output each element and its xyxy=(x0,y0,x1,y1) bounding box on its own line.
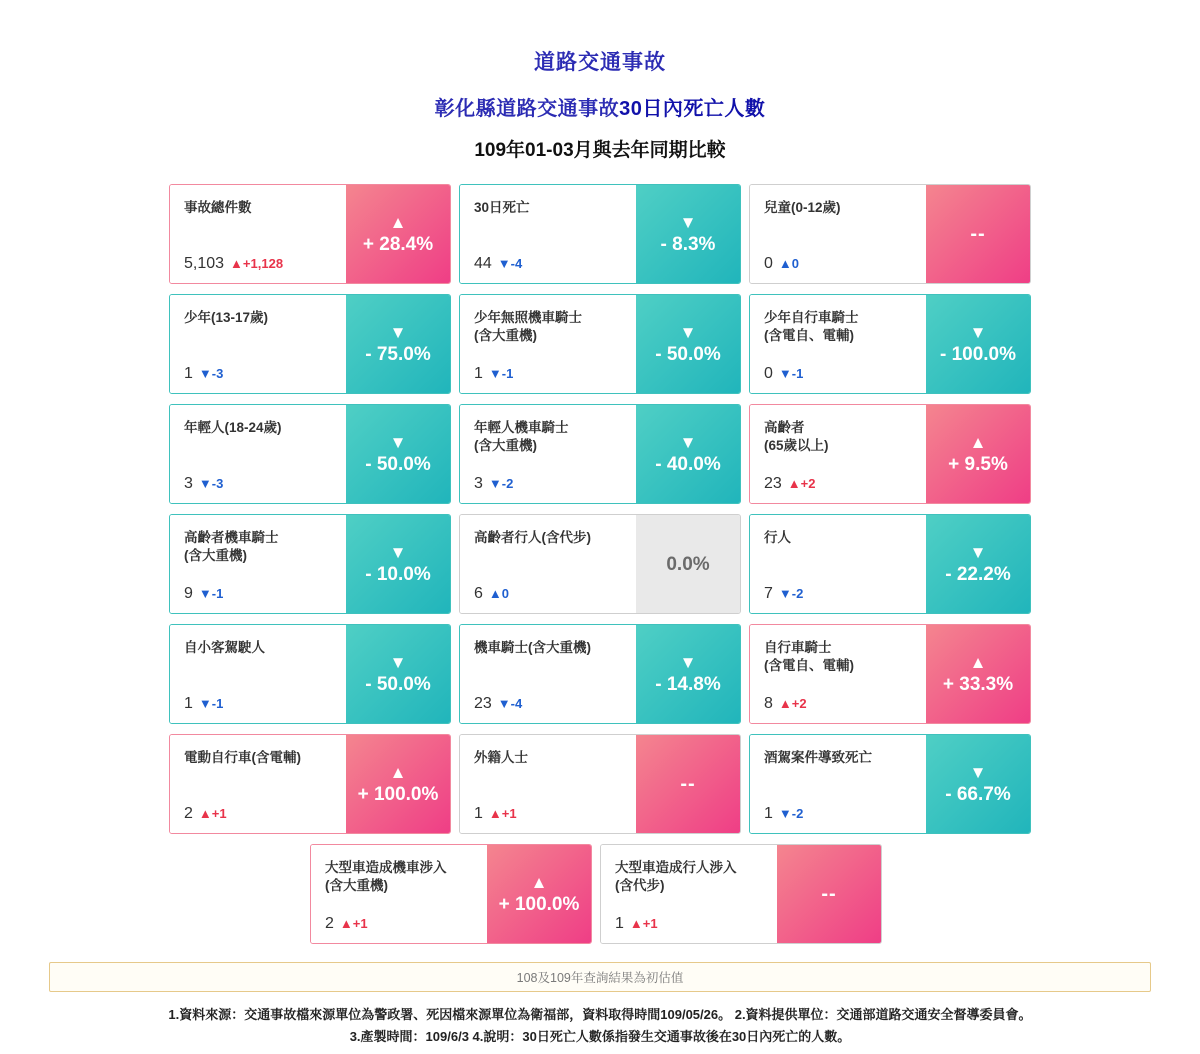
metric-label: 大型車造成行人涉入 xyxy=(615,860,737,875)
metric-change-percent: + 33.3% xyxy=(942,674,1014,695)
panel-triangle-down-icon: ▼ xyxy=(389,433,407,452)
metric-value: 23 xyxy=(764,475,782,492)
triangle-up-icon: ▲ xyxy=(629,916,643,931)
metric-card-info xyxy=(170,515,346,613)
metric-change-percent: + 100.0% xyxy=(357,784,439,805)
metric-delta xyxy=(498,256,522,271)
metric-change-percent: - 14.8% xyxy=(655,674,721,695)
metric-value-row xyxy=(615,915,767,933)
metric-change-na: -- xyxy=(970,222,986,245)
metric-value: 5,103 xyxy=(184,255,225,272)
triangle-up-icon: ▲ xyxy=(778,256,792,271)
metric-delta xyxy=(779,696,807,711)
metric-delta xyxy=(199,586,223,601)
metric-label: 大型車造成機車涉入 xyxy=(325,860,447,875)
metric-value: 3 xyxy=(474,475,483,492)
metric-card-info xyxy=(311,845,487,943)
metric-value: 44 xyxy=(474,255,492,272)
metric-card-info xyxy=(750,185,926,283)
metric-delta-value: -3 xyxy=(211,366,224,381)
footer-notes xyxy=(30,1004,1170,1048)
metric-change-panel xyxy=(636,185,740,283)
metric-card[interactable] xyxy=(459,184,741,284)
panel-triangle-down-icon: ▼ xyxy=(389,323,407,342)
metric-label: 機車騎士(含大重機) xyxy=(474,640,591,655)
triangle-down-icon: ▼ xyxy=(198,366,212,381)
metric-delta xyxy=(199,696,223,711)
metric-label-sub: (含大重機) xyxy=(325,878,388,894)
metric-card[interactable] xyxy=(749,624,1031,724)
metric-card[interactable] xyxy=(749,404,1031,504)
metric-change-percent: + 28.4% xyxy=(362,234,434,255)
estimate-note: 108及109年查詢結果為初估值 xyxy=(49,962,1151,992)
metric-delta xyxy=(630,916,658,931)
metric-value: 9 xyxy=(184,585,193,602)
panel-triangle-down-icon: ▼ xyxy=(679,323,697,342)
metric-card-info xyxy=(750,515,926,613)
metric-value-row xyxy=(184,805,336,823)
metric-card[interactable] xyxy=(749,514,1031,614)
metric-card-info xyxy=(460,295,636,393)
metric-label-sub: (65歲以上) xyxy=(764,438,829,454)
metric-card-info xyxy=(170,295,346,393)
page-subtitle-prefix: 彰化縣道路交通事故 xyxy=(434,98,620,120)
metric-label: 少年自行車騎士 xyxy=(764,310,859,325)
metric-change-panel xyxy=(926,625,1030,723)
metric-card[interactable] xyxy=(459,624,741,724)
metric-label: 自小客駕駛人 xyxy=(184,640,265,655)
metric-card[interactable] xyxy=(169,184,451,284)
metric-value: 1 xyxy=(615,915,624,932)
triangle-down-icon: ▼ xyxy=(497,696,511,711)
triangle-up-icon: ▲ xyxy=(488,586,502,601)
metric-card-info xyxy=(460,405,636,503)
metric-change-panel xyxy=(926,735,1030,833)
metric-delta-value: -1 xyxy=(211,586,224,601)
metric-delta xyxy=(779,806,803,821)
panel-triangle-down-icon: ▼ xyxy=(969,763,987,782)
metric-delta-value: -2 xyxy=(791,586,804,601)
panel-triangle-up-icon: ▲ xyxy=(969,433,987,452)
metric-change-panel xyxy=(346,185,450,283)
metric-label: 30日死亡 xyxy=(474,200,530,215)
metric-delta xyxy=(788,476,816,491)
metric-value: 1 xyxy=(764,805,773,822)
metric-change-panel xyxy=(346,515,450,613)
metric-value-row xyxy=(764,695,916,713)
metric-change-panel xyxy=(636,625,740,723)
metric-change-percent: - 22.2% xyxy=(945,564,1011,585)
metric-value: 23 xyxy=(474,695,492,712)
metric-label: 高齡者機車騎士 xyxy=(184,530,279,545)
metric-change-percent: - 66.7% xyxy=(945,784,1011,805)
metric-card-info xyxy=(170,735,346,833)
panel-triangle-down-icon: ▼ xyxy=(679,213,697,232)
metric-card[interactable] xyxy=(459,514,741,614)
metric-change-panel xyxy=(636,735,740,833)
metric-card-info xyxy=(170,405,346,503)
metric-change-panel xyxy=(926,295,1030,393)
metric-label-sub: (含大重機) xyxy=(474,438,537,454)
page-title: 道路交通事故 xyxy=(534,51,666,74)
metric-label: 年輕人(18-24歲) xyxy=(184,420,282,435)
metric-delta xyxy=(199,366,223,381)
metric-delta-value: +1,128 xyxy=(242,256,284,271)
metric-delta-value: +1 xyxy=(642,916,658,931)
metric-change-percent: - 50.0% xyxy=(365,674,431,695)
triangle-down-icon: ▼ xyxy=(488,476,502,491)
metric-delta xyxy=(498,696,522,711)
triangle-down-icon: ▼ xyxy=(778,806,792,821)
triangle-up-icon: ▲ xyxy=(339,916,353,931)
metric-label: 外籍人士 xyxy=(474,750,528,765)
metric-value: 2 xyxy=(325,915,334,932)
metric-label: 兒童(0-12歲) xyxy=(764,200,841,215)
metric-delta-value: -1 xyxy=(501,366,514,381)
metric-label: 高齡者 xyxy=(764,420,805,435)
panel-triangle-up-icon: ▲ xyxy=(389,213,407,232)
metric-label-sub: (含電自、電輔) xyxy=(764,328,854,344)
footer-line-1: 1.資料來源：交通事故檔來源單位為警政署、死因檔來源單位為衛福部，資料取得時間109/05/26。 2.資料提供單位：交通部道路交通安全督導委員會。 xyxy=(168,1007,1032,1022)
metric-change-panel xyxy=(926,515,1030,613)
metric-label: 高齡者行人(含代步) xyxy=(474,530,591,545)
metric-value-row xyxy=(184,585,336,603)
metric-label: 少年(13-17歲) xyxy=(184,310,269,325)
metric-value-row xyxy=(764,585,916,603)
metric-delta-value: +1 xyxy=(352,916,368,931)
metric-delta xyxy=(489,366,513,381)
metric-delta-value: -2 xyxy=(791,806,804,821)
metric-label-sub: (含大重機) xyxy=(184,548,247,564)
metric-delta xyxy=(779,256,799,271)
page-subtitle xyxy=(0,92,1200,121)
triangle-down-icon: ▼ xyxy=(778,586,792,601)
metric-card[interactable] xyxy=(749,294,1031,394)
metric-change-panel xyxy=(926,405,1030,503)
metric-label: 酒駕案件導致死亡 xyxy=(764,750,872,765)
metric-delta-value: 0 xyxy=(791,256,800,271)
metric-delta xyxy=(230,256,283,271)
metric-value-row xyxy=(764,365,916,383)
metric-label: 少年無照機車騎士 xyxy=(474,310,582,325)
footer-line-2: 3.產製時間：109/6/3 4.說明：30日死亡人數係指發生交通事故後在30日內死亡的人數。 xyxy=(349,1029,851,1045)
page-subtitle-highlight: 30日內死亡人數 xyxy=(619,98,766,120)
metric-value-row xyxy=(474,585,626,603)
metric-value: 0 xyxy=(764,255,773,272)
metric-delta-value: +1 xyxy=(501,806,517,821)
metric-label-sub: (含電自、電輔) xyxy=(764,658,854,674)
metric-change-percent: - 40.0% xyxy=(655,454,721,475)
panel-triangle-down-icon: ▼ xyxy=(969,323,987,342)
metric-card-grid-last-row xyxy=(310,844,890,944)
metric-delta xyxy=(199,806,227,821)
metric-value-row xyxy=(184,255,336,273)
metric-card[interactable] xyxy=(749,184,1031,284)
metric-change-na: -- xyxy=(821,882,837,905)
panel-triangle-down-icon: ▼ xyxy=(969,543,987,562)
metric-change-panel xyxy=(346,405,450,503)
metric-delta xyxy=(340,916,368,931)
metric-card-info xyxy=(460,515,636,613)
metric-delta-value: -2 xyxy=(501,476,514,491)
metric-value: 8 xyxy=(764,695,773,712)
metric-delta xyxy=(779,366,803,381)
metric-delta-value: -3 xyxy=(211,476,224,491)
triangle-down-icon: ▼ xyxy=(198,696,212,711)
panel-triangle-down-icon: ▼ xyxy=(389,653,407,672)
metric-value: 6 xyxy=(474,585,483,602)
triangle-up-icon: ▲ xyxy=(198,806,212,821)
metric-card[interactable] xyxy=(749,734,1031,834)
metric-card[interactable] xyxy=(600,844,882,944)
metric-delta-value: -4 xyxy=(510,696,523,711)
metric-value-row xyxy=(184,475,336,493)
metric-delta xyxy=(489,586,509,601)
metric-delta xyxy=(779,586,803,601)
triangle-up-icon: ▲ xyxy=(488,806,502,821)
triangle-down-icon: ▼ xyxy=(198,476,212,491)
metric-card-info xyxy=(460,185,636,283)
metric-delta-value: -1 xyxy=(791,366,804,381)
metric-label: 年輕人機車騎士 xyxy=(474,420,569,435)
metric-value-row xyxy=(325,915,477,933)
panel-triangle-down-icon: ▼ xyxy=(679,653,697,672)
metric-value: 7 xyxy=(764,585,773,602)
metric-card[interactable] xyxy=(169,294,451,394)
triangle-up-icon: ▲ xyxy=(230,256,243,271)
metric-label-sub: (含代步) xyxy=(615,878,665,894)
metric-value-row xyxy=(184,695,336,713)
metric-card-info xyxy=(601,845,777,943)
metric-card-info xyxy=(750,735,926,833)
metric-change-na: -- xyxy=(680,772,696,795)
metric-card-info xyxy=(460,735,636,833)
metric-delta xyxy=(199,476,223,491)
metric-delta-value: -4 xyxy=(510,256,523,271)
metric-card[interactable] xyxy=(169,624,451,724)
metric-card-grid xyxy=(169,184,1031,834)
metric-value-row xyxy=(764,475,916,493)
metric-value: 1 xyxy=(474,365,483,382)
metric-change-percent: - 75.0% xyxy=(365,344,431,365)
metric-label: 自行車騎士 xyxy=(764,640,832,655)
metric-card[interactable] xyxy=(459,294,741,394)
metric-change-panel xyxy=(636,515,740,613)
metric-value: 1 xyxy=(474,805,483,822)
triangle-up-icon: ▲ xyxy=(778,696,792,711)
metric-change-percent: - 50.0% xyxy=(365,454,431,475)
metric-label: 事故總件數 xyxy=(184,200,252,215)
metric-card-info xyxy=(460,625,636,723)
metric-change-panel xyxy=(636,295,740,393)
metric-card[interactable] xyxy=(459,404,741,504)
metric-card[interactable] xyxy=(310,844,592,944)
triangle-up-icon: ▲ xyxy=(787,476,801,491)
metric-change-panel xyxy=(487,845,591,943)
metric-change-percent: - 8.3% xyxy=(660,234,716,255)
metric-value: 1 xyxy=(184,365,193,382)
metric-card[interactable] xyxy=(169,734,451,834)
metric-value-row xyxy=(474,255,626,273)
panel-triangle-down-icon: ▼ xyxy=(679,433,697,452)
metric-value-row xyxy=(474,805,626,823)
metric-card[interactable] xyxy=(169,404,451,504)
metric-value-row xyxy=(474,695,626,713)
metric-change-percent: + 9.5% xyxy=(948,454,1008,475)
panel-triangle-up-icon: ▲ xyxy=(530,873,548,892)
metric-card[interactable] xyxy=(169,514,451,614)
metric-value-row xyxy=(474,365,626,383)
metric-change-panel xyxy=(346,295,450,393)
metric-change-panel xyxy=(926,185,1030,283)
metric-value-row xyxy=(474,475,626,493)
metric-delta xyxy=(489,806,517,821)
metric-label-sub: (含大重機) xyxy=(474,328,537,344)
panel-triangle-up-icon: ▲ xyxy=(389,763,407,782)
metric-change-percent: - 50.0% xyxy=(655,344,721,365)
metric-change-panel xyxy=(346,625,450,723)
triangle-down-icon: ▼ xyxy=(778,366,792,381)
triangle-down-icon: ▼ xyxy=(198,586,212,601)
metric-value-row xyxy=(764,255,916,273)
metric-change-percent: 0.0% xyxy=(666,553,710,575)
metric-change-percent: + 100.0% xyxy=(498,894,580,915)
metric-label: 電動自行車(含電輔) xyxy=(184,750,301,765)
metric-card-info xyxy=(170,185,346,283)
metric-change-percent: - 10.0% xyxy=(365,564,431,585)
metric-change-panel xyxy=(777,845,881,943)
metric-card-info xyxy=(750,625,926,723)
metric-value: 0 xyxy=(764,365,773,382)
page-period: 109年01-03月與去年同期比較 xyxy=(474,140,726,161)
metric-delta-value: -1 xyxy=(211,696,224,711)
triangle-down-icon: ▼ xyxy=(497,256,511,271)
metric-value-row xyxy=(184,365,336,383)
metric-change-panel xyxy=(636,405,740,503)
title-block xyxy=(0,0,1200,162)
metric-card-info xyxy=(170,625,346,723)
metric-value-row xyxy=(764,805,916,823)
metric-change-percent: - 100.0% xyxy=(939,344,1017,365)
metric-change-panel xyxy=(346,735,450,833)
metric-delta-value: +2 xyxy=(791,696,807,711)
metric-card-info xyxy=(750,405,926,503)
metric-delta-value: 0 xyxy=(501,586,510,601)
panel-triangle-up-icon: ▲ xyxy=(969,653,987,672)
metric-label: 行人 xyxy=(764,530,791,545)
metric-delta xyxy=(489,476,513,491)
metric-card-info xyxy=(750,295,926,393)
triangle-down-icon: ▼ xyxy=(488,366,502,381)
panel-triangle-down-icon: ▼ xyxy=(389,543,407,562)
metric-card[interactable] xyxy=(459,734,741,834)
metric-delta-value: +1 xyxy=(211,806,227,821)
metric-value: 2 xyxy=(184,805,193,822)
metric-delta-value: +2 xyxy=(800,476,816,491)
metric-value: 3 xyxy=(184,475,193,492)
metric-value: 1 xyxy=(184,695,193,712)
